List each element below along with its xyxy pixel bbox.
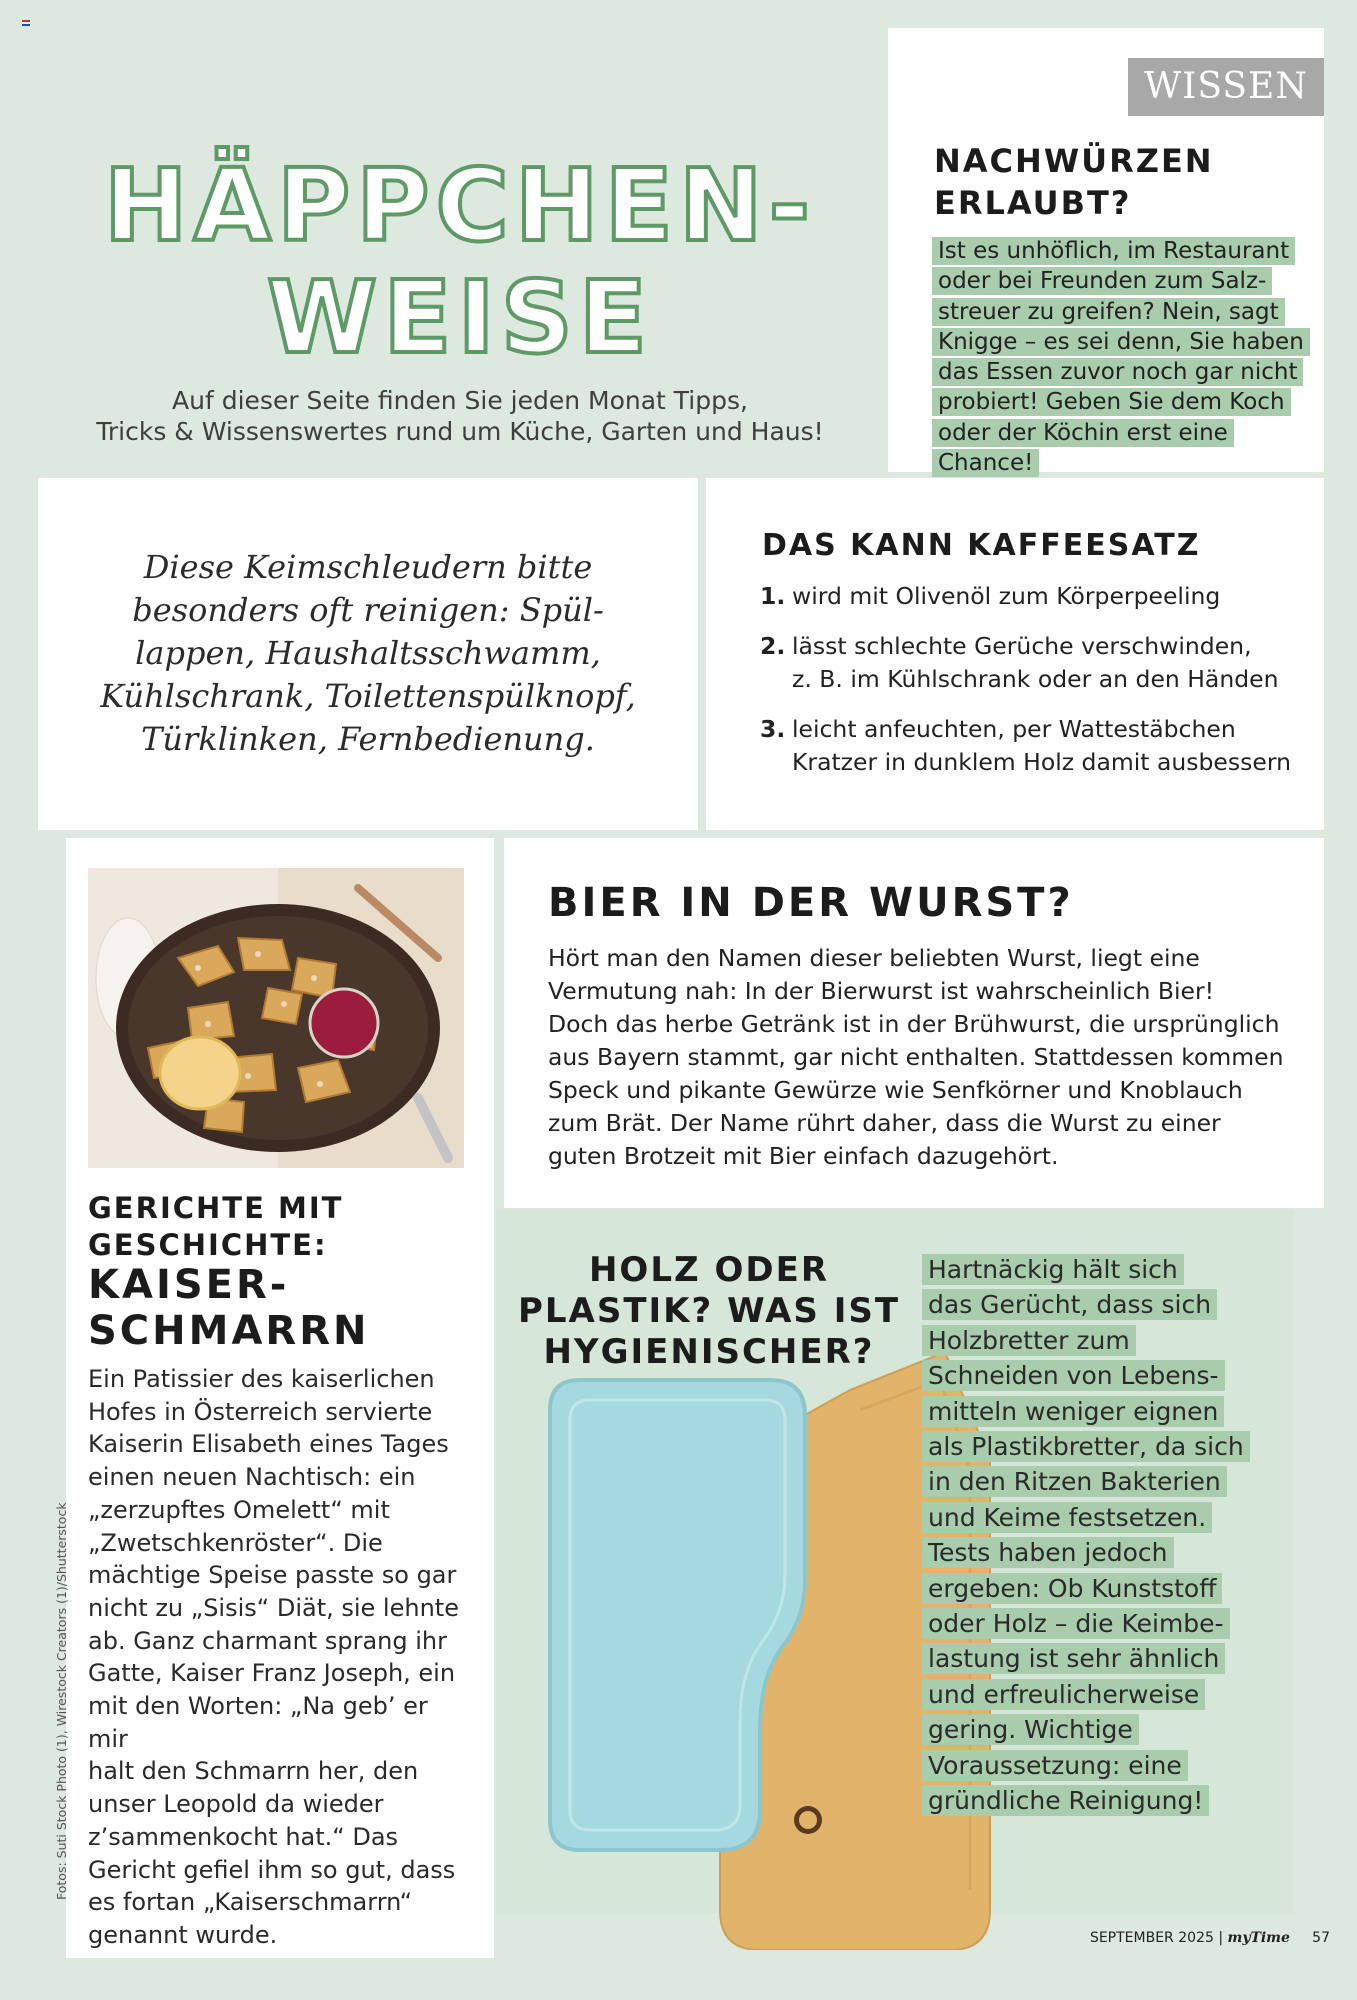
holz-line	[922, 1323, 1322, 1358]
kaiserschmarrn-line: z’sammenkocht hat.“ Das	[88, 1822, 399, 1851]
kaffeesatz-item	[760, 713, 1320, 779]
bier-line: Doch das herbe Getränk ist in der Brühwurst, die ursprünglich	[548, 1010, 1280, 1038]
kaffeesatz-item-line: lässt schlechte Gerüche verschwinden,	[792, 632, 1252, 660]
page-title	[0, 147, 920, 376]
holz-line	[922, 1394, 1322, 1429]
holz-title-line: HYGIENISCHER?	[543, 1332, 875, 1372]
kaiserschmarrn-line: halt den Schmarrn her, den	[88, 1757, 419, 1786]
holz-line	[922, 1748, 1322, 1783]
kaiserschmarrn-line: Hofes in Österreich servierte	[88, 1397, 433, 1426]
footer-brand: myTime	[1227, 1930, 1290, 1946]
nachwuerzen-line	[932, 327, 1322, 357]
holz-line-highlight: gründliche Reinigung!	[922, 1785, 1209, 1816]
nachwuerzen-line	[932, 266, 1322, 296]
nachwuerzen-title-line: ERLAUBT?	[934, 184, 1132, 222]
intro-line: Auf dieser Seite finden Sie jeden Monat Tipps,	[172, 386, 748, 415]
kaiserschmarrn-title-line: SCHMARRN	[88, 1308, 370, 1354]
kaiserschmarrn-line: mit den Worten: „Na geb’ er mir	[88, 1692, 428, 1753]
bier-line: aus Bayern stammt, gar nicht enthalten. Stattdessen kommen	[548, 1043, 1284, 1071]
kaffeesatz-item	[760, 630, 1320, 696]
nachwuerzen-line-highlight: das Essen zuvor noch gar nicht	[932, 358, 1303, 386]
keimschleudern-text	[38, 546, 698, 761]
footer-date: SEPTEMBER 2025	[1089, 1930, 1214, 1946]
kaffeesatz-title: DAS KANN KAFFEESATZ	[762, 528, 1201, 563]
kaiserschmarrn-line: „zerzupftes Omelett“ mit	[88, 1495, 390, 1524]
kaiserschmarrn-line: einen neuen Nachtisch: ein	[88, 1463, 416, 1492]
nachwuerzen-title-line: NACHWÜRZEN	[934, 142, 1214, 180]
keimschleudern-line: besonders oft reinigen: Spül-	[132, 591, 604, 629]
holz-text	[922, 1252, 1322, 1819]
kaiserschmarrn-line: Gatte, Kaiser Franz Joseph, ein	[88, 1659, 456, 1688]
kaffeesatz-item-number: 2.	[760, 632, 786, 660]
holz-line	[922, 1712, 1322, 1747]
footer-separator: |	[1218, 1930, 1224, 1946]
bier-line: zum Brät. Der Name rührt daher, dass die Wurst zu einer	[548, 1109, 1221, 1137]
holz-line-highlight: Holzbretter zum	[922, 1325, 1136, 1356]
nachwuerzen-text	[932, 236, 1322, 478]
kaffeesatz-item-line: leicht anfeuchten, per Wattestäbchen	[792, 715, 1236, 743]
page-number: 57	[1312, 1930, 1330, 1946]
holz-line	[922, 1358, 1322, 1393]
kaiserschmarrn-line: nicht zu „Sisis“ Diät, sie lehnte	[88, 1593, 459, 1622]
holz-line-highlight: lastung ist sehr ähnlich	[922, 1643, 1225, 1674]
bier-line: Hört man den Namen dieser beliebten Wurst, liegt eine	[548, 944, 1200, 972]
holz-title-line: PLASTIK? WAS IST	[517, 1291, 901, 1331]
kaiserschmarrn-kicker-line: GESCHICHTE:	[88, 1228, 328, 1262]
photo-credit: Fotos: Suti Stock Photo (1), Wirestock Creators (1)/Shutterstock	[54, 1502, 69, 1900]
kaffeesatz-item-line: Kratzer in dunklem Holz damit ausbessern	[792, 748, 1291, 776]
kaiserschmarrn-line: unser Leopold da wieder	[88, 1790, 384, 1819]
nachwuerzen-line	[932, 418, 1322, 479]
kaffeesatz-item-number: 1.	[760, 582, 786, 610]
kaffeesatz-list	[760, 580, 1320, 796]
kaiserschmarrn-line: ab. Ganz charmant sprang ihr	[88, 1626, 447, 1655]
page-footer	[1030, 1930, 1330, 1946]
kaiserschmarrn-line: Kaiserin Elisabeth eines Tages	[88, 1430, 449, 1459]
page-title-line2: WEISE	[266, 259, 654, 376]
holz-line	[922, 1252, 1322, 1287]
holz-line	[922, 1287, 1322, 1322]
holz-line	[922, 1606, 1322, 1641]
holz-line-highlight: und Keime festsetzen.	[922, 1502, 1212, 1533]
nachwuerzen-line-highlight: Knigge – es sei denn, Sie haben	[932, 328, 1310, 356]
kaffeesatz-item-line: wird mit Olivenöl zum Körperpeeling	[792, 582, 1221, 610]
holz-line	[922, 1677, 1322, 1712]
nachwuerzen-line-highlight: oder der Köchin erst eine Chance!	[932, 419, 1234, 477]
kaiserschmarrn-text	[88, 1363, 468, 1952]
kaffeesatz-item	[760, 580, 1320, 613]
keimschleudern-line: Kühlschrank, Toilettenspülknopf,	[100, 677, 636, 715]
kaffeesatz-item-text	[792, 580, 1220, 613]
kaiserschmarrn-line: es fortan „Kaiserschmarrn“	[88, 1888, 413, 1917]
nachwuerzen-line-highlight: streuer zu greifen? Nein, sagt	[932, 298, 1285, 326]
kaffeesatz-item-text	[792, 630, 1279, 696]
kaiserschmarrn-line: Ein Patissier des kaiserlichen	[88, 1365, 435, 1393]
bier-line: Vermutung nah: In der Bierwurst ist wahrscheinlich Bier!	[548, 977, 1215, 1005]
holz-title-line: HOLZ ODER	[588, 1250, 830, 1290]
bier-title: BIER IN DER WURST?	[548, 880, 1074, 926]
kaffeesatz-item-text	[792, 713, 1291, 779]
holz-line-highlight: das Gerücht, dass sich	[922, 1289, 1217, 1320]
nachwuerzen-line	[932, 236, 1322, 266]
bier-line: guten Brotzeit mit Bier einfach dazugehört.	[548, 1142, 1059, 1170]
nachwuerzen-line	[932, 387, 1322, 417]
bier-text	[548, 942, 1308, 1173]
nachwuerzen-title	[934, 140, 1264, 224]
nachwuerzen-line-highlight: probiert! Geben Sie dem Koch	[932, 388, 1291, 416]
holz-line	[922, 1641, 1322, 1676]
holz-line-highlight: Tests haben jedoch	[922, 1537, 1174, 1568]
nachwuerzen-line	[932, 297, 1322, 327]
intro-text	[60, 385, 860, 447]
kaiserschmarrn-kicker-line: GERICHTE MIT	[88, 1191, 344, 1225]
kaiserschmarrn-photo	[88, 868, 464, 1168]
page-title-line1: HÄPPCHEN-	[103, 147, 817, 264]
kaiserschmarrn-kicker	[88, 1190, 478, 1264]
kaiserschmarrn-line: „Zwetschkenröster“. Die	[88, 1528, 383, 1557]
kaiserschmarrn-line: mächtige Speise passte so gar	[88, 1561, 457, 1590]
nachwuerzen-line-highlight: oder bei Freunden zum Salz-	[932, 267, 1272, 295]
holz-line-highlight: in den Ritzen Bakterien	[922, 1466, 1227, 1497]
flag-icon	[22, 20, 30, 26]
holz-line	[922, 1429, 1322, 1464]
holz-line-highlight: Schneiden von Lebens-	[922, 1360, 1225, 1391]
holz-line-highlight: mitteln weniger eignen	[922, 1396, 1224, 1427]
nachwuerzen-line	[932, 357, 1322, 387]
holz-line	[922, 1783, 1322, 1818]
holz-line-highlight: und erfreulicherweise	[922, 1679, 1205, 1710]
holz-line-highlight: oder Holz – die Keimbe-	[922, 1608, 1230, 1639]
bier-line: Speck und pikante Gewürze wie Senfkörner und Knoblauch	[548, 1076, 1243, 1104]
holz-line-highlight: ergeben: Ob Kunststoff	[922, 1573, 1222, 1604]
kaiserschmarrn-line: genannt wurde.	[88, 1920, 278, 1949]
intro-line: Tricks & Wissenswertes rund um Küche, Garten und Haus!	[96, 417, 824, 446]
keimschleudern-line: lappen, Haushaltsschwamm,	[135, 634, 601, 672]
holz-line	[922, 1500, 1322, 1535]
kaiserschmarrn-title	[88, 1262, 478, 1354]
holz-line-highlight: als Plastikbretter, da sich	[922, 1431, 1250, 1462]
section-tag: WISSEN	[1128, 58, 1324, 116]
kaffeesatz-item-number: 3.	[760, 715, 786, 743]
holz-line	[922, 1535, 1322, 1570]
holz-line-highlight: gering. Wichtige	[922, 1714, 1139, 1745]
kaiserschmarrn-line: Gericht gefiel ihm so gut, dass	[88, 1855, 456, 1884]
kaiserschmarrn-title-line: KAISER-	[88, 1262, 290, 1308]
keimschleudern-line: Diese Keimschleudern bitte	[143, 548, 593, 586]
holz-line	[922, 1464, 1322, 1499]
nachwuerzen-line-highlight: Ist es unhöflich, im Restaurant	[932, 237, 1295, 265]
holz-line	[922, 1571, 1322, 1606]
kaffeesatz-item-line: z. B. im Kühlschrank oder an den Händen	[792, 665, 1279, 693]
holz-line-highlight: Voraussetzung: eine	[922, 1750, 1188, 1781]
holz-title	[514, 1250, 904, 1373]
keimschleudern-line: Türklinken, Fernbedienung.	[141, 720, 595, 758]
holz-line-highlight: Hartnäckig hält sich	[922, 1254, 1184, 1285]
